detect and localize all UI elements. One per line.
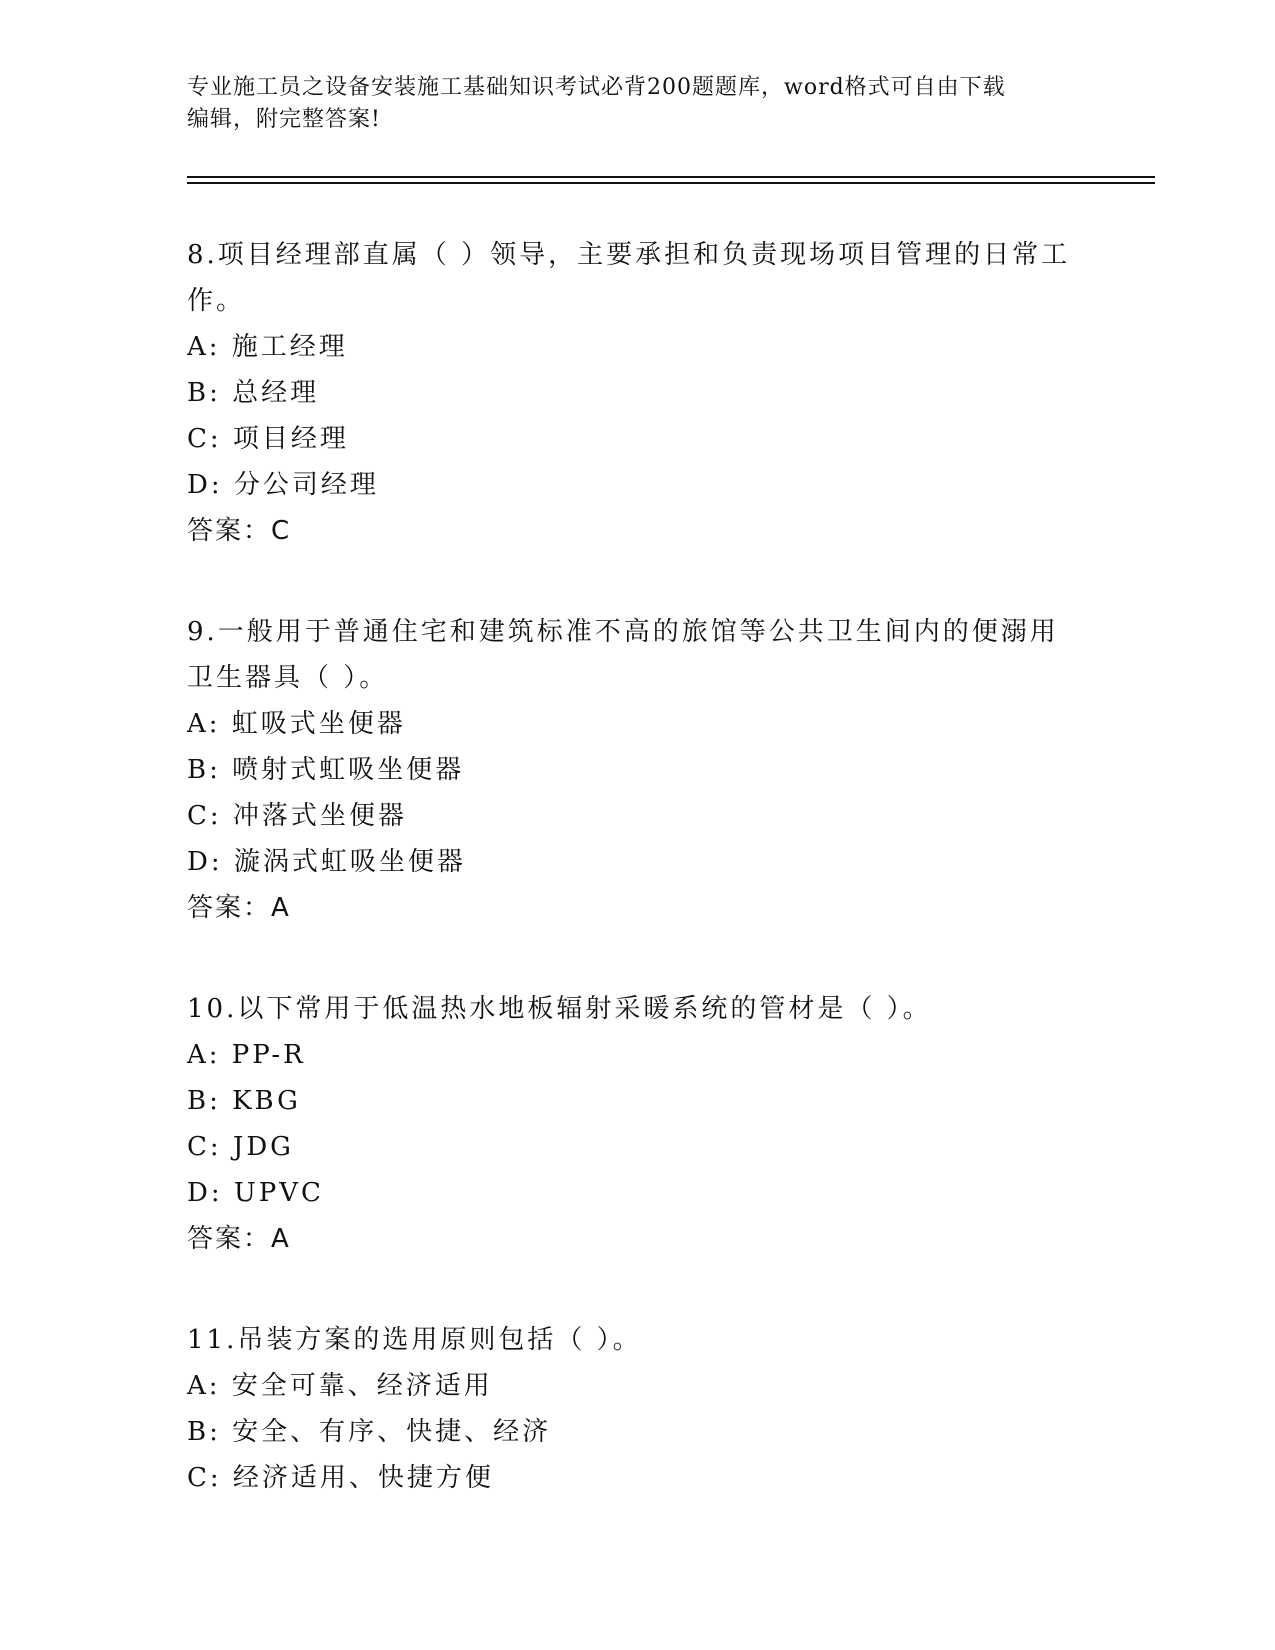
document-header xyxy=(187,72,1067,136)
option-a: A: 虹吸式坐便器 xyxy=(187,709,406,739)
question-stem: 9.一般用于普通住宅和建筑标准不高的旅馆等公共卫生间内的便溺用 xyxy=(187,617,1059,647)
option-b: B: 安全、有序、快捷、经济 xyxy=(187,1417,552,1447)
question-8 xyxy=(187,232,1087,554)
option-c: C: 冲落式坐便器 xyxy=(187,801,407,831)
question-list xyxy=(187,232,1087,1556)
question-stem: 10.以下常用于低温热水地板辐射采暖系统的管材是（ ）。 xyxy=(187,994,932,1024)
question-stem: 11.吊装方案的选用原则包括（ ）。 xyxy=(187,1325,642,1355)
question-stem-continued: 卫生器具（ ）。 xyxy=(187,663,389,693)
option-c: C: 经济适用、快捷方便 xyxy=(187,1463,494,1493)
header-divider-bottom xyxy=(187,182,1155,184)
answer: 答案：A xyxy=(187,1224,291,1254)
option-b: B: 喷射式虹吸坐便器 xyxy=(187,755,465,785)
answer: 答案：A xyxy=(187,893,291,923)
option-d: D: 漩涡式虹吸坐便器 xyxy=(187,847,466,877)
option-c: C: JDG xyxy=(187,1132,294,1162)
option-a: A: 安全可靠、经济适用 xyxy=(187,1371,493,1401)
option-a: A: PP-R xyxy=(187,1040,306,1070)
option-b: B: 总经理 xyxy=(187,378,320,408)
option-d: D: 分公司经理 xyxy=(187,470,379,500)
question-stem-continued: 作。 xyxy=(187,286,246,316)
answer: 答案：C xyxy=(187,516,292,546)
header-title-line-1: 专业施工员之设备安装施工基础知识考试必背200题题库，word格式可自由下载 xyxy=(187,75,1006,100)
question-9 xyxy=(187,609,1087,931)
header-divider-top xyxy=(187,176,1155,178)
question-11 xyxy=(187,1317,1087,1501)
option-d: D: UPVC xyxy=(187,1178,324,1208)
question-stem: 8.项目经理部直属（ ）领导，主要承担和负责现场项目管理的日常工 xyxy=(187,240,1071,270)
option-b: B: KBG xyxy=(187,1086,301,1116)
question-10 xyxy=(187,986,1087,1262)
header-title-line-2: 编辑，附完整答案! xyxy=(187,107,381,132)
option-c: C: 项目经理 xyxy=(187,424,349,454)
option-a: A: 施工经理 xyxy=(187,332,348,362)
